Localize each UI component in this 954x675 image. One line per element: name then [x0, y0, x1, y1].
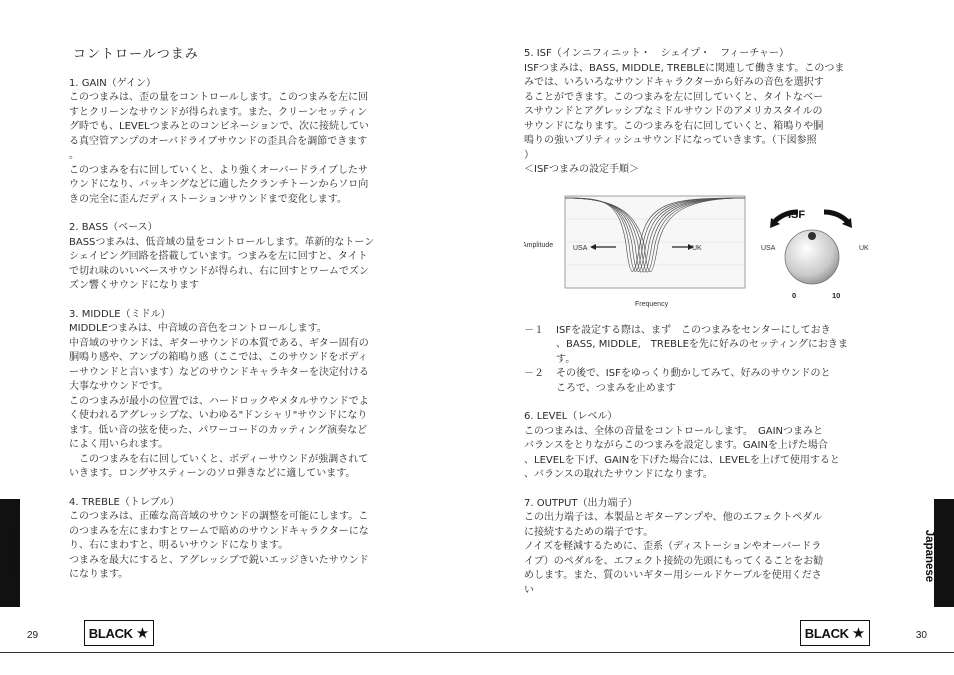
left-column — [69, 48, 421, 597]
isf-diagram — [524, 184, 878, 314]
section-paragraph: ISFつまみは、BASS, MIDDLE, TREBLEに関連して働きます。このつま みでは、いろいろなサウンドキャラクターから好みの音色を選択す ることができます。このつまみを左に回していくと、タイトなベー スサウンドとアグレッシブなミドルサウンドのアメリカスタイルの サウンドになります。このつまみを右に回していくと、箱鳴りや胴 鳴りの強いブリティッシュサウンドになっていきます。（下図参照 ） — [524, 62, 845, 161]
footer-rule — [477, 652, 954, 653]
section-title: 3. MIDDLE（ミドル） — [69, 308, 171, 320]
logo-text: BLACK — [88, 625, 133, 641]
step-number: －１ — [524, 324, 544, 336]
section-treble — [69, 496, 421, 583]
section-title: 2. BASS（ベース） — [69, 222, 158, 233]
amplitude-label: Amplitude — [524, 241, 554, 249]
step-item — [524, 324, 878, 368]
step-text: ISFを設定する際は、まず このつまみをセンターにしておき 、BASS, MIDDLE, TREBLEを先に好みのセッティングにおきま す。 — [556, 324, 848, 365]
page-number: 29 — [27, 630, 39, 641]
section-bass — [69, 221, 421, 294]
section-middle — [69, 308, 421, 482]
uk-label: UK — [692, 244, 702, 252]
logo-text: BLACK — [804, 625, 849, 641]
page-heading: コントロールつまみ — [73, 47, 199, 62]
section-paragraph: このつまみを右に回していくと、より強くオーバードライブしたサ ウンドになり、バッキングなどに適したクランチトーンからソロ向 きの完全に歪んだディストーションサウンドまで変化します。 — [69, 164, 369, 205]
section-title: 6. LEVEL（レベル） — [524, 411, 618, 422]
section-paragraph: このつまみを右に回していくと、ボディーサウンドが強調されて いきます。ロングサスティーンのソロ弾きなどに適しています。 — [69, 453, 369, 479]
page-number: 30 — [915, 630, 927, 641]
section-paragraph: ノイズを軽減するために、歪系（ディストーションやオーバードラ イブ）のペダルを、エフェクト接続の先頭にもってくることをお勧 めします。また、質のいいギター用シールドケーブルを使用くださ い — [524, 541, 824, 596]
footer-rule — [0, 652, 477, 653]
usa-label: USA — [573, 244, 588, 252]
section-level — [524, 410, 878, 483]
knob-max-label: 10 — [832, 290, 841, 300]
section-title: 1. GAIN（ゲイン） — [69, 77, 157, 89]
section-gain — [69, 77, 421, 208]
section-paragraph: ＜ISFつまみの設定手順＞ — [524, 164, 640, 175]
frequency-label: Frequency — [635, 300, 669, 308]
knob-uk-label: UK — [859, 244, 869, 252]
isf-steps — [524, 324, 878, 397]
section-paragraph: このつまみは、全体の音量をコントロールします。 GAINつまみと バランスをとりながらこのつまみを設定します。GAINを上げた場合 、LEVELを下げ、GAINを下げた場合には、LEVELを上げて使用すると 、バランスの取れたサウンドになります。 — [524, 425, 840, 480]
section-paragraph: このつまみは、歪の量をコントロールします。このつまみを左に回 すとクリーンなサウンドが得られます。また、クリーンセッティン グ時でも、LEVELつまみとのコンビネーションで、次に接続してい る真空管アンプのオーバドライブサウンドの歪具合を調節できます 。 — [69, 92, 370, 161]
section-paragraph: このつまみは、正確な高音域のサウンドの調整を可能にします。こ のつまみを左にまわすとワームで暗めのサウンドキャラクターにな り、右にまわすと、明るいサウンドになります。 — [69, 511, 369, 551]
step-text: その後で、ISFをゆっくり動かしてみて、好みのサウンドのと ころで、つまみを止めます — [556, 368, 831, 394]
brand-logo — [800, 620, 870, 646]
star-icon: ★ — [135, 623, 150, 642]
section-paragraph: このつまみが最小の位置では、ハードロックやメタルサウンドでよ く使われるアグレッシブな、いわゆる"ドンシャリ"サウンドになり ます。低い音の弦を使った、パワーコードのカッティング演奏など によく用いられます。 — [69, 395, 369, 450]
side-language-label: Japanese — [5, 529, 17, 583]
section-paragraph: つまみを最大にすると、アグレッシブで鋭いエッジきいたサウンド になります。 — [69, 554, 369, 580]
right-column — [524, 47, 878, 612]
step-item — [524, 367, 878, 396]
step-number: －２ — [524, 368, 544, 379]
knob-usa-label: USA — [761, 244, 776, 252]
section-paragraph: この出力端子は、本製品とギターアンプや、他のエフェクトペダル に接続するための端子です。 — [524, 512, 823, 538]
knob-min-label: 0 — [792, 290, 797, 300]
section-title: 4. TREBLE（トレブル） — [69, 496, 180, 508]
side-tab — [934, 499, 954, 607]
knob-icon — [761, 209, 869, 300]
side-language-label: Japanese — [922, 529, 935, 583]
section-paragraph: BASSつまみは、低音域の量をコントロールします。革新的なトーン シェイピング回路を搭載しています。つまみを左に回すと、タイト で切れ味のいいベースサウンドが得られ、右に回すとワームでズン ズン響くサウンドになります — [69, 236, 375, 291]
section-output — [524, 497, 878, 599]
isf-figure — [524, 184, 878, 314]
section-isf — [524, 47, 878, 178]
knob-title: ISF — [788, 208, 806, 221]
page-right — [477, 0, 954, 675]
section-title: 5. ISF（インニフィニット・ シェイプ・ フィーチャー） — [524, 48, 789, 59]
section-paragraph: MIDDLEつまみは、中音域の音色をコントロールします。 中音域のサウンドは、ギターサウンドの本質である、ギター固有の 胴鳴り感や、アンプの箱鳴り感（ここでは、このサウンドをボディ ーサウンドと言います）などのサウンドキャラキターを決定付ける 大事なサウンドです。 — [69, 323, 369, 392]
brand-logo — [84, 620, 154, 646]
star-icon: ★ — [851, 623, 866, 642]
section-title: 7. OUTPUT（出力端子） — [524, 497, 638, 509]
